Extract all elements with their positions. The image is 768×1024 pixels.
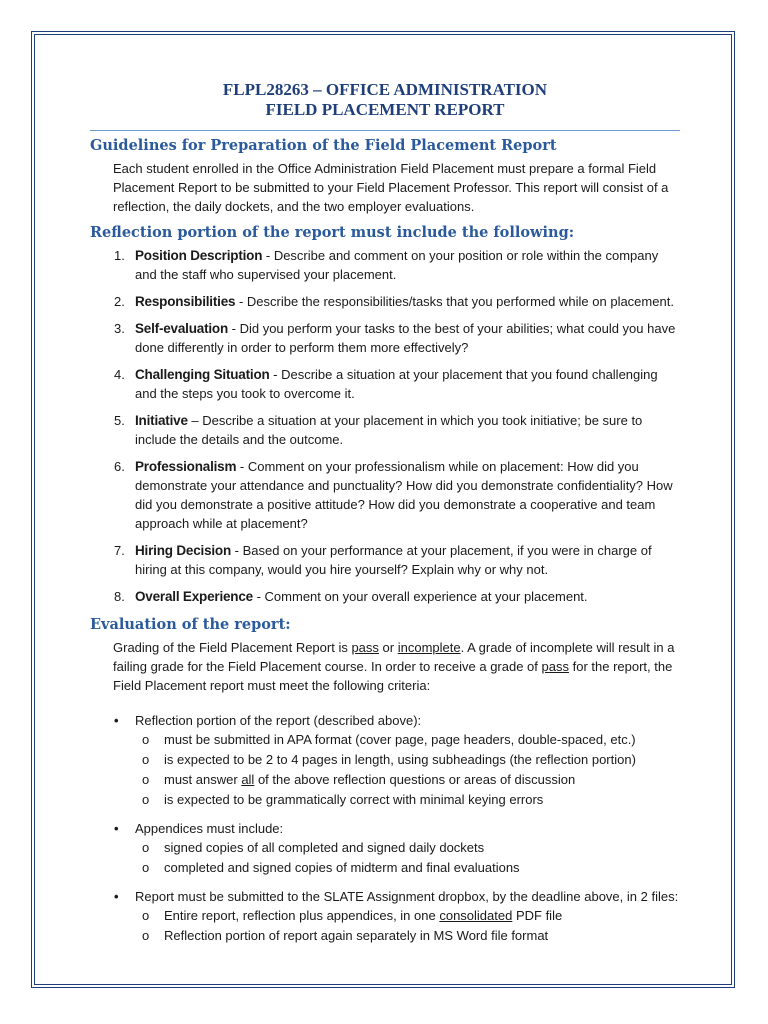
list-item: o is expected to be 2 to 4 pages in length, using subheadings (the reflection portion) [142,752,636,767]
list-item: 4. Challenging Situation - Describe a situation at your placement that you found challenging and the steps you took to overcome it. [114,367,658,401]
bullet-icon: • [114,889,119,904]
reflection-list [90,246,680,606]
guidelines-text: Each student enrolled in the Office Administration Field Placement must prepare a formal Field Placement Report to be submitted to your Field Placement Professor. This report will consist of a reflection, the daily dockets, and the two employer evaluations. [113,161,669,214]
list-item: 7. Hiring Decision - Based on your performance at your placement, if you were in charge of hiring at this company, would you hire yourself? Explain why or why not. [114,543,652,577]
list-item: o must be submitted in APA format (cover page, page headers, double-spaced, etc.) [142,732,636,747]
list-item: o Reflection portion of report again separately in MS Word file format [142,928,549,943]
criteria-item-submission: • Report must be submitted to the SLATE Assignment dropbox, by the deadline above, in 2 files: o Entire report, reflection plus appendices, in one consolidated PDF file o Reflection portion of report again separately in MS Word file format [90,887,680,946]
bullet-icon: • [114,821,119,836]
criteria-item-appendices: • Appendices must include: o signed copies of all completed and signed daily dockets o completed and signed copies of midterm and final evaluations [90,819,680,878]
evaluation-heading: Evaluation of the report: [90,616,291,633]
list-item: o Entire report, reflection plus appendices, in one consolidated PDF file [142,908,563,923]
reflection-heading: Reflection portion of the report must include the following: [90,224,575,241]
list-item: 8. Overall Experience - Comment on your overall experience at your placement. [114,589,588,604]
list-item: o must answer all of the above reflection questions or areas of discussion [142,772,576,787]
criteria-item-reflection: • Reflection portion of the report (described above): o must be submitted in APA format (cover page, page headers, double-spaced, etc.) o is expected to be 2 to 4 pages in length, using subheadings (the reflection portion) o must answer all of the above reflection questions or areas of discussion o is expected to be grammatically correct with minimal keying errors [90,711,680,810]
evaluation-text: Grading of the Field Placement Report is pass or incomplete. A grade of incomplete will result in a failing grade for the Field Placement course. In order to receive a grade of pass for the report, the Field Placement report must meet the following criteria: [113,640,675,693]
criteria-list [90,711,680,946]
list-item: o is expected to be grammatically correct with minimal keying errors [142,792,544,807]
bullet-icon: • [114,713,119,728]
report-title: FIELD PLACEMENT REPORT [265,100,505,119]
guidelines-heading: Guidelines for Preparation of the Field Placement Report [90,137,557,154]
list-item: o completed and signed copies of midterm and final evaluations [142,860,520,875]
list-item: 2. Responsibilities - Describe the responsibilities/tasks that you performed while on placement. [114,294,674,309]
list-item: 1. Position Description - Describe and comment on your position or role within the company and the staff who supervised your placement. [114,248,659,282]
list-item: o signed copies of all completed and signed daily dockets [142,840,485,855]
sub-list [135,730,680,810]
document-body [90,80,680,955]
list-item: 3. Self-evaluation - Did you perform your tasks to the best of your abilities; what could you have done differently in order to perform them more effectively? [114,321,676,355]
list-item: 6. Professionalism - Comment on your professionalism while on placement: How did you demonstrate your attendance and punctuality? How did you demonstrate confidentiality? How did you demonstrate a positive attitude? How did you demonstrate a cooperative and team approach while at placement? [114,459,673,531]
list-item: 5. Initiative – Describe a situation at your placement in which you took initiative; be sure to include the details and the outcome. [114,413,643,447]
course-title: FLPL28263 – OFFICE ADMINISTRATION [222,80,548,99]
sub-list [135,838,680,878]
title-rule [90,130,680,131]
sub-list [135,906,680,946]
